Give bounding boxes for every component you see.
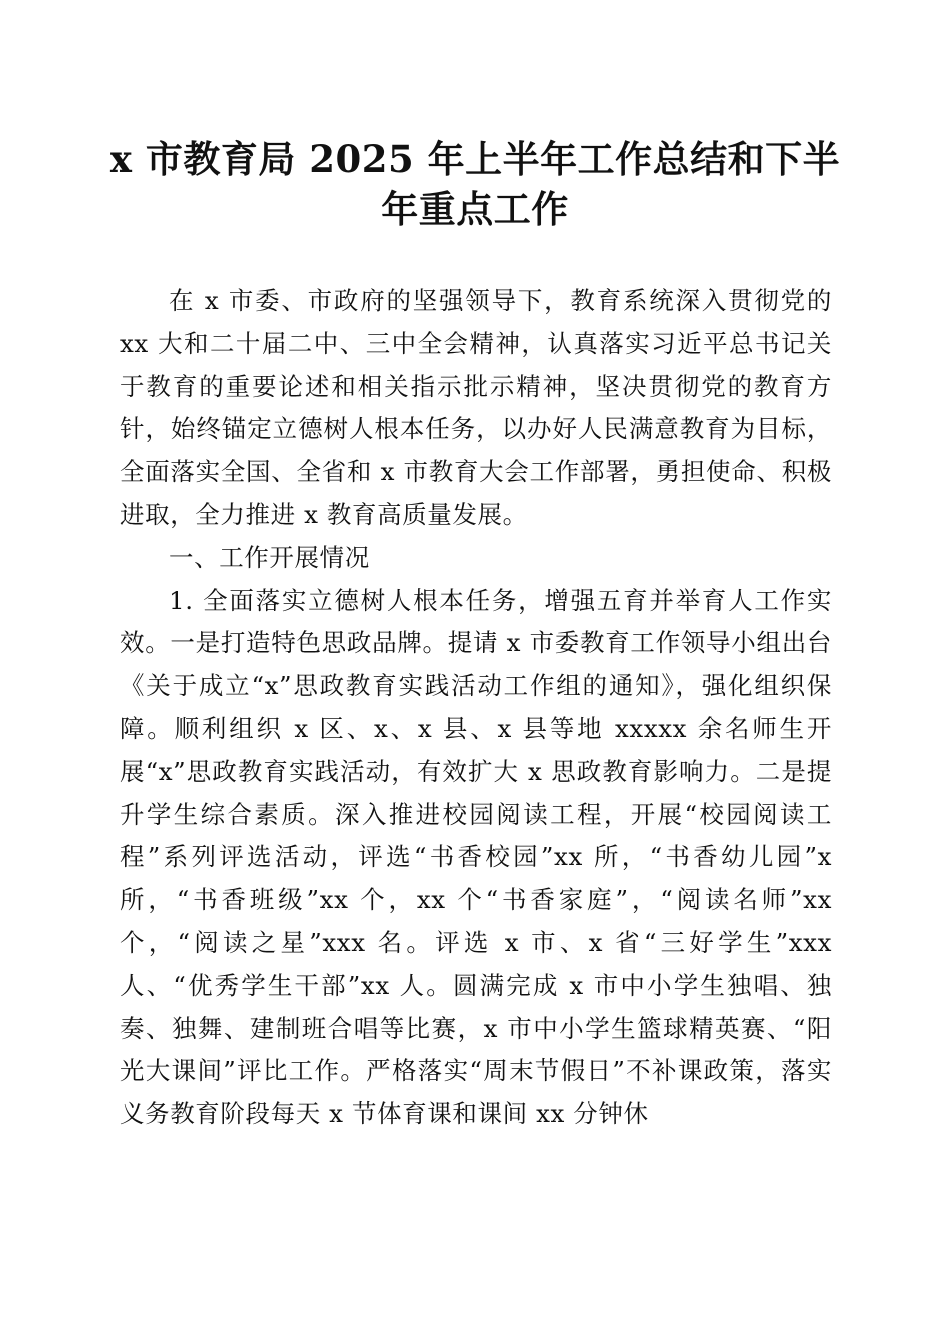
section-heading: 一、工作开展情况 xyxy=(169,542,370,572)
section-paragraph: 1. 全面落实立德树人根本任务，增强五育并举育人工作实效。一是打造特色思政品牌。提请 x 市委教育工作领导小组出台《关于成立“x”思政教育实践活动工作组的通知》，强化组织保障。顺利组织 x 区、x、x 县、x 县等地 xxxxx 余名师生开展“x”思政教育实践活动，有效扩大 x 思政教育影响力。二是提升学生综合素质。深入推进校园阅读工程，开展“校园阅读工程”系列评选活动，评选“书香校园”xx 所，“书香幼儿园”x 所，“书香班级”xx 个，xx 个“书香家庭”，“阅读名师”xx 个，“阅读之星”xxx 名。评选 x 市、x 省“三好学生”xxx 人、“优秀学生干部”xx 人。圆满完成 x 市中小学生独唱、独奏、独舞、建制班合唱等比赛，x 市中小学生篮球精英赛、“阳光大课间”评比工作。严格落实“周末节假日”不补课政策，落实义务教育阶段每天 x 节体育课和课间 xx 分钟休 xyxy=(120,585,832,1129)
document-title: x 市教育局 2025 年上半年工作总结和下半年重点工作 xyxy=(109,137,841,231)
intro-paragraph: 在 x 市委、市政府的坚强领导下，教育系统深入贯彻党的 xx 大和二十届二中、三中全会精神，认真落实习近平总书记关于教育的重要论述和相关指示批示精神，坚决贯彻党的教育方针，始终锚定立德树人根本任务，以办好人民满意教育为目标，全面落实全国、全省和 x 市教育大会工作部署，勇担使命、积极进取，全力推进 x 教育高质量发展。 xyxy=(120,286,832,529)
document-body xyxy=(120,280,832,1136)
